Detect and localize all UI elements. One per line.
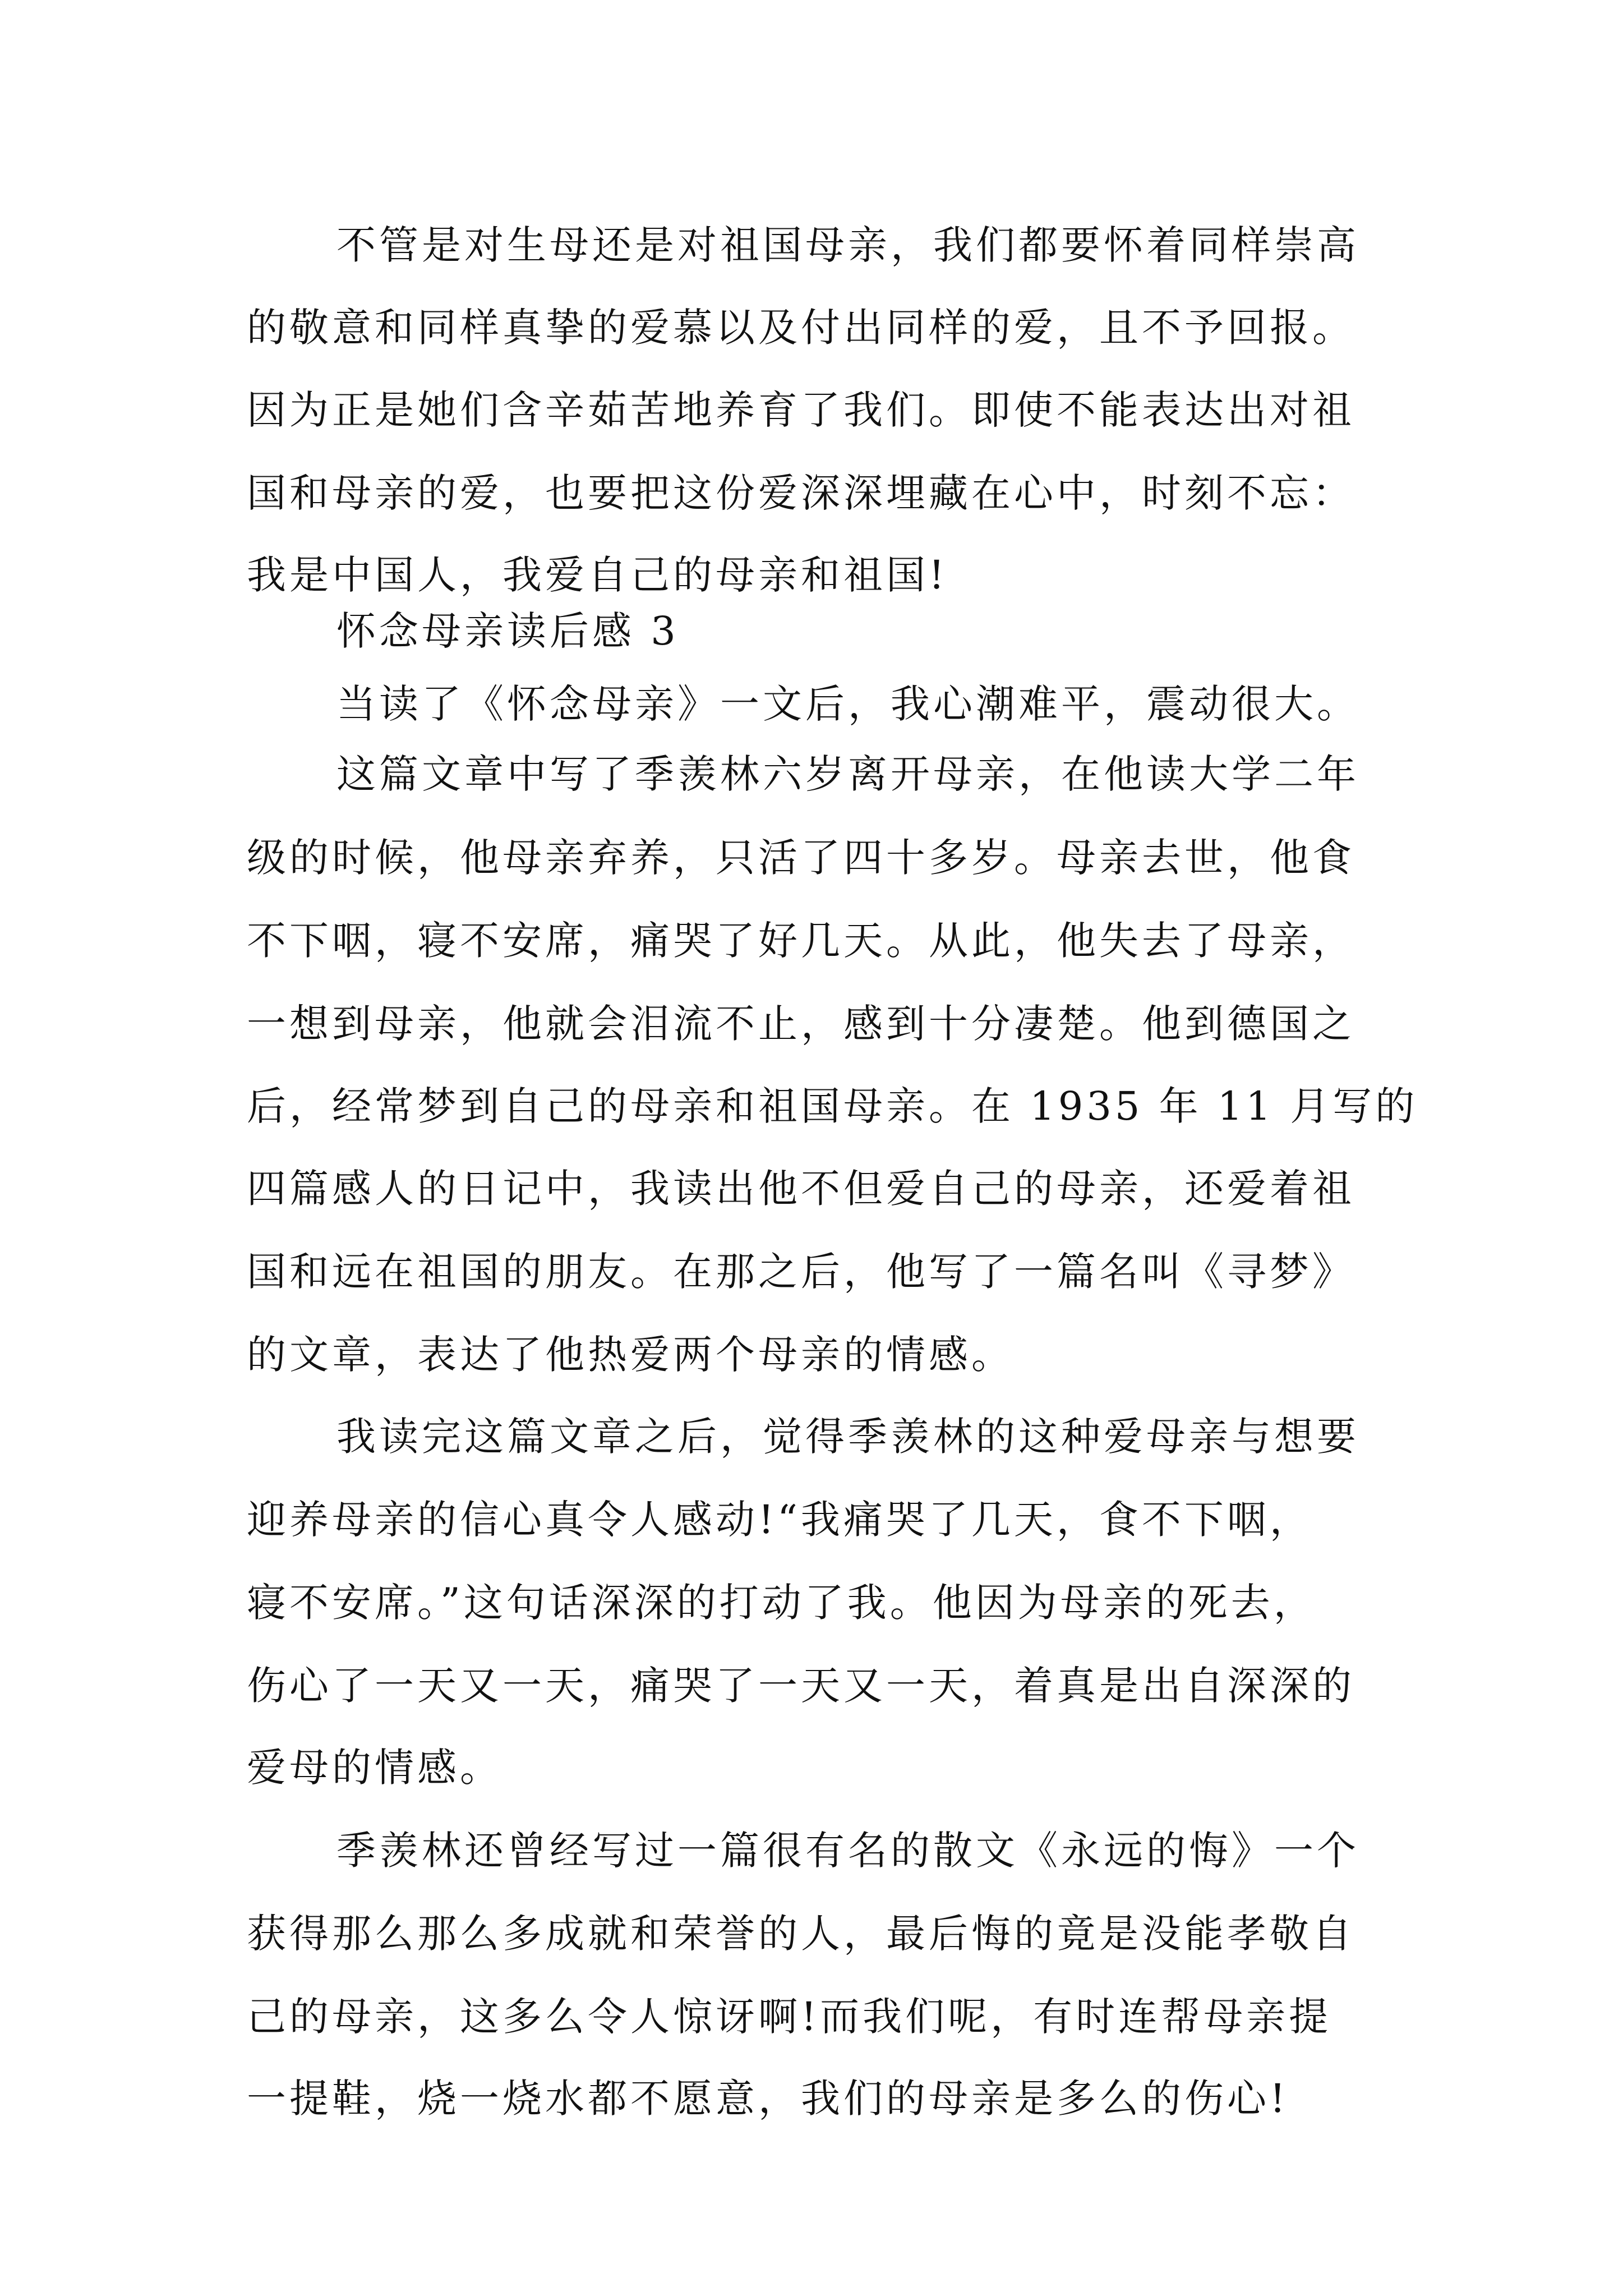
paragraph-line: 的文章，表达了他热爱两个母亲的情感。: [247, 1332, 1014, 1378]
paragraph-line: 这篇文章中写了季羡林六岁离开母亲，在他读大学二年: [336, 751, 1359, 797]
paragraph-line: 伤心了一天又一天，痛哭了一天又一天，着真是出自深深的: [247, 1663, 1355, 1709]
paragraph-line: 的敬意和同样真挚的爱慕以及付出同样的爱，且不予回报。: [247, 305, 1355, 351]
paragraph-line: 国和远在祖国的朋友。在那之后，他写了一篇名叫《寻梦》: [247, 1249, 1355, 1295]
paragraph-line: 后，经常梦到自己的母亲和祖国母亲。在 1935 年 11 月写的: [247, 1083, 1418, 1129]
paragraph-line: 获得那么那么多成就和荣誉的人，最后悔的竟是没能孝敬自: [247, 1911, 1355, 1957]
paragraph-line: 因为正是她们含辛茹苦地养育了我们。即使不能表达出对祖: [247, 387, 1355, 433]
paragraph-line: 我读完这篇文章之后，觉得季羡林的这种爱母亲与想要: [336, 1414, 1359, 1460]
paragraph-line: 我是中国人，我爱自己的母亲和祖国!: [247, 552, 948, 598]
paragraph-line: 国和母亲的爱，也要把这份爱深深埋藏在心中，时刻不忘：: [247, 470, 1355, 516]
paragraph-line: 当读了《怀念母亲》一文后，我心潮难平，震动很大。: [336, 681, 1359, 727]
paragraph-line: 不下咽，寝不安席，痛哭了好几天。从此，他失去了母亲，: [247, 918, 1355, 964]
paragraph-line: 级的时候，他母亲弃养，只活了四十多岁。母亲去世，他食: [247, 835, 1355, 881]
paragraph-line: 季羡林还曾经写过一篇很有名的散文《永远的悔》一个: [336, 1828, 1359, 1874]
paragraph-line: 四篇感人的日记中，我读出他不但爱自己的母亲，还爱着祖: [247, 1166, 1355, 1212]
paragraph-line: 迎养母亲的信心真令人感动!“我痛哭了几天，食不下咽，: [247, 1497, 1312, 1543]
section-heading: 怀念母亲读后感 3: [336, 608, 679, 654]
paragraph-line: 一想到母亲，他就会泪流不止，感到十分凄楚。他到德国之: [247, 1001, 1355, 1047]
paragraph-line: 己的母亲，这多么令人惊讶啊!而我们呢，有时连帮母亲提: [247, 1994, 1332, 2040]
paragraph-line: 寝不安席。”这句话深深的打动了我。他因为母亲的死去，: [247, 1580, 1316, 1626]
paragraph-line: 一提鞋，烧一烧水都不愿意，我们的母亲是多么的伤心!: [247, 2076, 1289, 2122]
paragraph-line: 不管是对生母还是对祖国母亲，我们都要怀着同样崇高: [336, 222, 1359, 268]
paragraph-line: 爱母的情感。: [247, 1745, 502, 1791]
